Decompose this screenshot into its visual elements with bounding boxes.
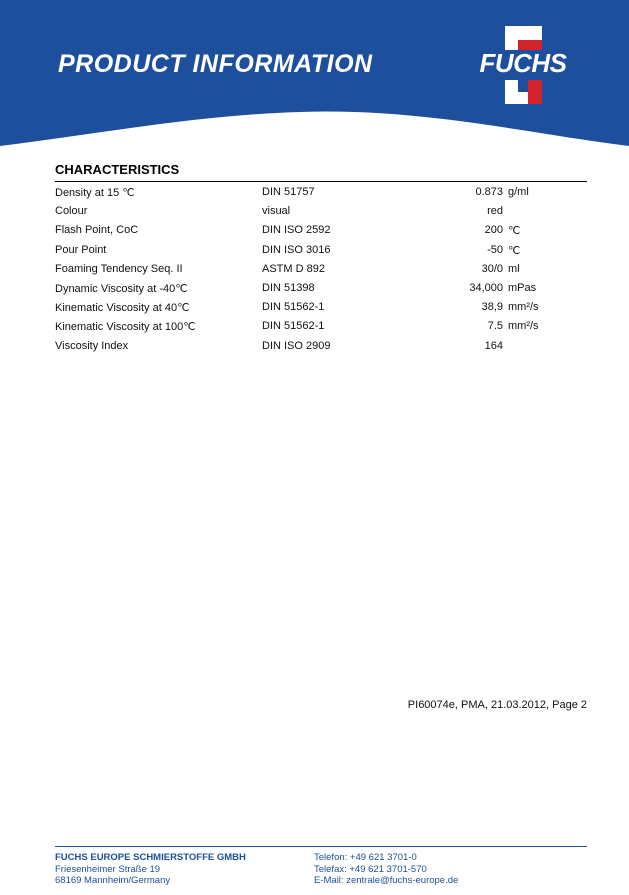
property-cell: Kinematic Viscosity at 40℃ xyxy=(55,302,190,315)
value-cell: red xyxy=(487,205,503,218)
table-row xyxy=(0,280,629,299)
unit-cell: ℃ xyxy=(508,244,521,257)
property-cell: Pour Point xyxy=(55,243,107,256)
divider xyxy=(55,181,587,182)
street-address: Friesenheimer Straße 19 xyxy=(55,863,161,875)
table-row xyxy=(0,222,629,241)
table-row xyxy=(0,318,629,337)
table-row xyxy=(0,261,629,280)
logo-text: FUCHS xyxy=(479,48,567,78)
table-row xyxy=(0,203,629,222)
unit-cell: mm²/s xyxy=(508,301,539,314)
table-row xyxy=(0,184,629,203)
method-cell: DIN 51562-1 xyxy=(262,320,325,333)
company-name: FUCHS EUROPE SCHMIERSTOFFE GMBH xyxy=(55,852,246,863)
unit-cell: mm²/s xyxy=(508,320,539,333)
table-row xyxy=(0,338,629,357)
property-cell: Foaming Tendency Seq. II xyxy=(55,262,183,275)
footer-address xyxy=(55,852,246,887)
method-cell: DIN ISO 2592 xyxy=(262,224,331,237)
property-cell: Density at 15 ℃ xyxy=(55,187,135,199)
value-cell: 7.5 xyxy=(487,320,503,333)
page-title: PRODUCT INFORMATION xyxy=(58,50,373,78)
table-row xyxy=(0,242,629,261)
footer-contact xyxy=(314,852,458,887)
property-cell: Colour xyxy=(55,205,88,218)
fax-number: Telefax: +49 621 3701-570 xyxy=(314,863,427,875)
unit-cell: g/ml xyxy=(508,186,529,198)
unit-cell: ml xyxy=(508,262,520,275)
property-cell: Kinematic Viscosity at 100℃ xyxy=(55,321,196,334)
unit-cell: ℃ xyxy=(508,225,521,238)
property-cell: Dynamic Viscosity at -40℃ xyxy=(55,282,188,295)
value-cell: 30/0 xyxy=(481,262,503,275)
value-cell: 200 xyxy=(484,224,503,237)
method-cell: DIN 51757 xyxy=(262,186,315,198)
method-cell: DIN 51398 xyxy=(262,281,315,294)
value-cell: 164 xyxy=(484,339,503,352)
value-cell: 34,000 xyxy=(469,281,503,294)
fuchs-logo xyxy=(470,22,576,108)
method-cell: DIN ISO 2909 xyxy=(262,339,331,352)
table-row xyxy=(0,299,629,318)
footer-divider xyxy=(55,846,587,847)
section-title: CHARACTERISTICS xyxy=(55,162,180,177)
method-cell: visual xyxy=(262,205,291,218)
header-band xyxy=(0,0,629,150)
property-cell: Viscosity Index xyxy=(55,339,129,352)
email-address: E-Mail: zentrale@fuchs-europe.de xyxy=(314,875,459,886)
city-address: 68169 Mannheim/Germany xyxy=(55,875,171,886)
document-reference: PI60074e, PMA, 21.03.2012, Page 2 xyxy=(407,699,587,711)
method-cell: DIN ISO 3016 xyxy=(262,243,331,256)
value-cell: 38,9 xyxy=(481,301,503,314)
unit-cell: mPas xyxy=(508,281,537,294)
phone-number: Telefon: +49 621 3701-0 xyxy=(314,852,417,863)
property-cell: Flash Point, CoC xyxy=(55,224,139,237)
value-cell: 0.873 xyxy=(475,186,503,198)
method-cell: ASTM D 892 xyxy=(262,262,325,275)
method-cell: DIN 51562-1 xyxy=(262,301,325,314)
value-cell: -50 xyxy=(487,243,503,256)
characteristics-table xyxy=(0,184,629,357)
